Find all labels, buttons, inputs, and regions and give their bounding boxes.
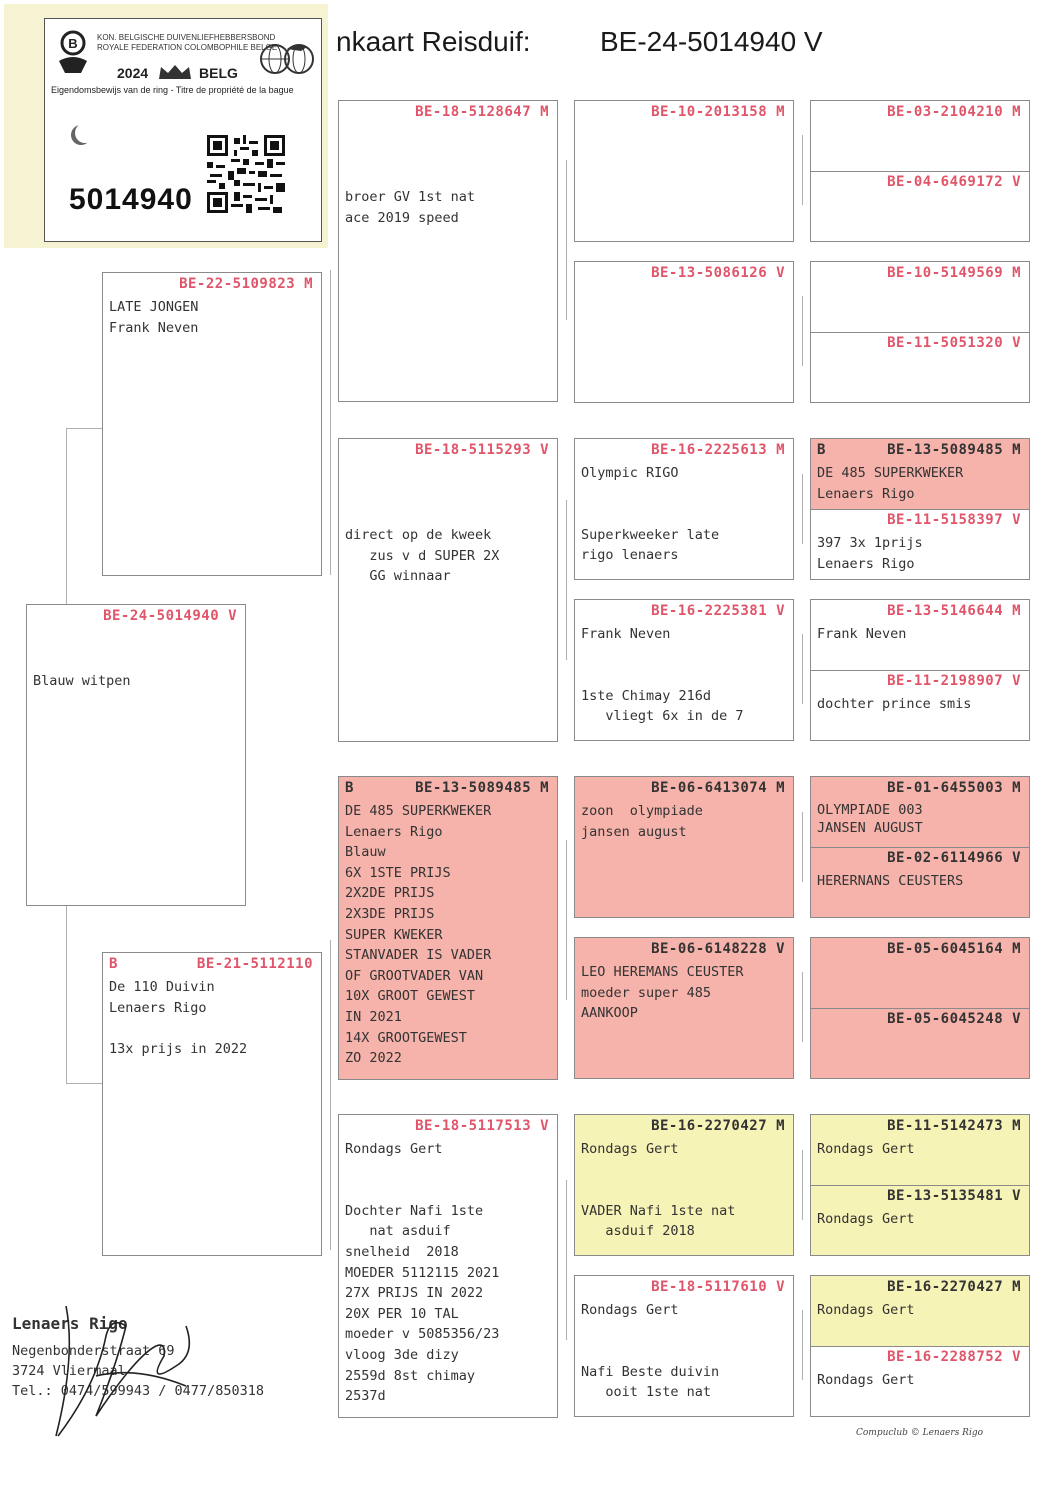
card-property-text: Eigendomsbewijs van de ring - Titre de propriété de la bague: [51, 85, 294, 95]
pigeon-notes: Rondags Gert: [817, 1372, 915, 1388]
crown-icon: [157, 63, 193, 81]
globe-pigeon-icon: [257, 41, 317, 77]
great-grandparent-card: [574, 937, 794, 1079]
ring-number: BE-18-5128647 M: [415, 104, 549, 120]
signature-icon: [36, 1296, 206, 1446]
pigeon-notes: Rondags Gert: [817, 1211, 915, 1227]
ring-number: BE-16-2225613 M: [651, 442, 785, 458]
ring-number: BE-01-6455003 M: [887, 780, 1021, 796]
connector-line: [802, 634, 803, 704]
pair-divider: [811, 1185, 1029, 1186]
footer-credit: Compuclub © Lenaers Rigo: [856, 1428, 984, 1438]
ring-number: BE-16-2270427 M: [887, 1279, 1021, 1295]
ring-number: BE-16-2225381 V: [651, 603, 785, 619]
pigeon-notes: LEO HEREMANS CEUSTER moeder super 485 AANKOOP: [581, 964, 744, 1022]
pair-divider: [811, 509, 1029, 510]
gggp-pair-card: [810, 438, 1030, 580]
ring-number: BE-02-6114966 V: [887, 850, 1021, 866]
pigeon-notes: dochter prince smis: [817, 696, 972, 712]
owner-name: Lenaers Rigo: [12, 1314, 128, 1333]
card-ring-number: 5014940: [69, 183, 193, 216]
gggp-pair-card: [810, 599, 1030, 741]
owner-street: Negenbonderstraat 69: [12, 1343, 175, 1359]
ring-number: BE-22-5109823 M: [179, 276, 313, 292]
owner-city: 3724 Vliermaal: [12, 1363, 126, 1379]
ring-number: BE-11-2198907 V: [887, 673, 1021, 689]
connector-line: [802, 135, 803, 205]
pigeon-notes: LATE JONGEN Frank Neven: [109, 299, 199, 336]
connector-line: [566, 500, 567, 660]
ring-number: BE-13-5146644 M: [887, 603, 1021, 619]
ring-ownership-card: [4, 4, 328, 248]
grandfather-paternal-card: [338, 100, 558, 402]
grandfather-maternal-card: [338, 776, 558, 1080]
svg-text:B: B: [68, 36, 78, 51]
breeder-mark: B: [817, 442, 826, 458]
pair-divider: [811, 1346, 1029, 1347]
ring-number: BE-11-5051320 V: [887, 335, 1021, 351]
ring-number: BE-18-5117513 V: [415, 1118, 549, 1134]
ring-number: BE-05-6045248 V: [887, 1011, 1021, 1027]
page-title: nkaart Reisduif:: [336, 26, 531, 57]
ring-number: BE-11-5158397 V: [887, 512, 1021, 528]
connector-line: [66, 428, 102, 429]
pair-divider: [811, 847, 1029, 848]
connector-line: [802, 296, 803, 366]
pigeon-notes: zoon olympiade jansen august: [581, 803, 703, 840]
pair-divider: [811, 670, 1029, 671]
pigeon-notes: Frank Neven 1ste Chimay 216d vliegt 6x in de 7: [581, 626, 744, 725]
ring-number: BE-06-6413074 M: [651, 780, 785, 796]
pair-divider: [811, 332, 1029, 333]
ring-number: BE-03-2104210 M: [887, 104, 1021, 120]
gggp-pair-card: [810, 261, 1030, 403]
pigeon-notes: Rondags Gert VADER Nafi 1ste nat asduif 2018: [581, 1141, 736, 1240]
connector-line: [566, 1180, 567, 1340]
card-year: 2024: [117, 65, 149, 81]
ring-number: [103, 956, 313, 972]
pigeon-notes: HERERNANS CEUSTERS: [817, 873, 964, 889]
father-card: [102, 272, 322, 576]
great-grandparent-card: [574, 100, 794, 242]
connector-line: [802, 812, 803, 882]
pigeon-notes: broer GV 1st nat ace 2019 speed: [345, 189, 476, 226]
grandmother-paternal-card: [338, 438, 558, 742]
org-line-2: ROYALE FEDERATION COLOMBOPHILE BELGE: [97, 43, 278, 52]
gggp-pair-card: [810, 937, 1030, 1079]
pigeon-notes: Rondags Gert Dochter Nafi 1ste nat asduif snelheid 2018 MOEDER 5112115 2021 27X PRIJS IN 2022 20X PER 10 TAL moeder v 5085356/23 vloog 3de dizy 2559d 8st chimay 2537d: [345, 1141, 500, 1405]
connector-line: [330, 940, 331, 1250]
pigeon-notes: Rondags Gert Nafi Beste duivin ooit 1ste nat: [581, 1302, 720, 1401]
ring-number: BE-06-6148228 V: [651, 941, 785, 957]
mother-card: [102, 952, 322, 1256]
great-grandparent-card: [574, 261, 794, 403]
pigeon-notes: DE 485 SUPERKWEKER Lenaers Rigo: [817, 465, 964, 502]
ring-number-text: BE-13-5089485 M: [415, 780, 549, 796]
ring-number-text: BE-13-5089485 M: [887, 442, 1021, 458]
connector-line: [802, 1150, 803, 1220]
ring-number: [339, 780, 549, 796]
gggp-pair-card: [810, 1114, 1030, 1256]
pigeon-notes: Frank Neven: [817, 626, 907, 642]
pigeon-notes: OLYMPIADE 003 JANSEN AUGUST: [817, 802, 923, 836]
pair-divider: [811, 171, 1029, 172]
connector-line: [66, 1083, 102, 1084]
pigeon-notes: De 110 Duivin Lenaers Rigo 13x prijs in 2022: [109, 979, 248, 1057]
ring-number: BE-13-5086126 V: [651, 265, 785, 281]
pigeon-notes: Olympic RIGO Superkweeker late rigo lenaers: [581, 465, 720, 564]
gggp-pair-card: [810, 100, 1030, 242]
ring-number: BE-10-2013158 M: [651, 104, 785, 120]
subject-pigeon-card: [26, 604, 246, 906]
qr-code-icon: [207, 135, 285, 213]
ring-number: BE-05-6045164 M: [887, 941, 1021, 957]
pair-divider: [811, 1008, 1029, 1009]
great-grandparent-card: [574, 1275, 794, 1417]
connector-line: [330, 270, 331, 575]
ring-number-text: BE-21-5112110: [196, 956, 313, 972]
gggp-pair-card: [810, 776, 1030, 918]
ring-number: BE-10-5149569 M: [887, 265, 1021, 281]
pigeon-notes: Blauw witpen: [33, 673, 131, 689]
connector-line: [802, 972, 803, 1042]
ring-number: [811, 442, 1021, 458]
ring-number: BE-11-5142473 M: [887, 1118, 1021, 1134]
pigeon-notes: 397 3x 1prijs Lenaers Rigo: [817, 535, 923, 572]
great-grandparent-card: [574, 1114, 794, 1256]
gggp-pair-card: [810, 1275, 1030, 1417]
title-ring-number: BE-24-5014940 V: [600, 26, 823, 57]
pigeon-notes: Rondags Gert: [817, 1141, 915, 1157]
pigeon-notes: direct op de kweek zus v d SUPER 2X GG winnaar: [345, 527, 500, 585]
ring-number: BE-24-5014940 V: [103, 608, 237, 624]
great-grandparent-card: [574, 438, 794, 580]
pigeon-notes: Rondags Gert: [817, 1302, 915, 1318]
ring-number: BE-18-5115293 V: [415, 442, 549, 458]
ring-number: BE-04-6469172 V: [887, 174, 1021, 190]
pigeon-notes: DE 485 SUPERKWEKER Lenaers Rigo Blauw 6X 1STE PRIJS 2X2DE PRIJS 2X3DE PRIJS SUPER KWEKER STANVADER IS VADER OF GROOTVADER VAN 10X GROOT GEWEST IN 2021 14X GROOTGEWEST ZO 2022: [345, 803, 492, 1067]
ring-card-inner: [44, 18, 322, 242]
org-line-1: KON. BELGISCHE DUIVENLIEFHEBBERSBOND: [97, 33, 276, 42]
moon-icon: [75, 123, 95, 143]
connector-line: [802, 474, 803, 544]
grandmother-maternal-card: [338, 1114, 558, 1418]
great-grandparent-card: [574, 776, 794, 918]
kbdb-logo-icon: [55, 29, 91, 77]
great-grandparent-card: [574, 599, 794, 741]
owner-phone: Tel.: 0474/599943 / 0477/850318: [12, 1383, 264, 1399]
ring-number: BE-16-2270427 M: [651, 1118, 785, 1134]
breeder-mark: B: [109, 956, 118, 972]
ring-number: BE-16-2288752 V: [887, 1349, 1021, 1365]
connector-line: [802, 1310, 803, 1380]
ring-number: BE-18-5117610 V: [651, 1279, 785, 1295]
connector-line: [566, 160, 567, 320]
breeder-mark: B: [345, 780, 354, 796]
connector-line: [566, 840, 567, 1000]
card-country: BELG: [199, 65, 238, 81]
ring-number: BE-13-5135481 V: [887, 1188, 1021, 1204]
